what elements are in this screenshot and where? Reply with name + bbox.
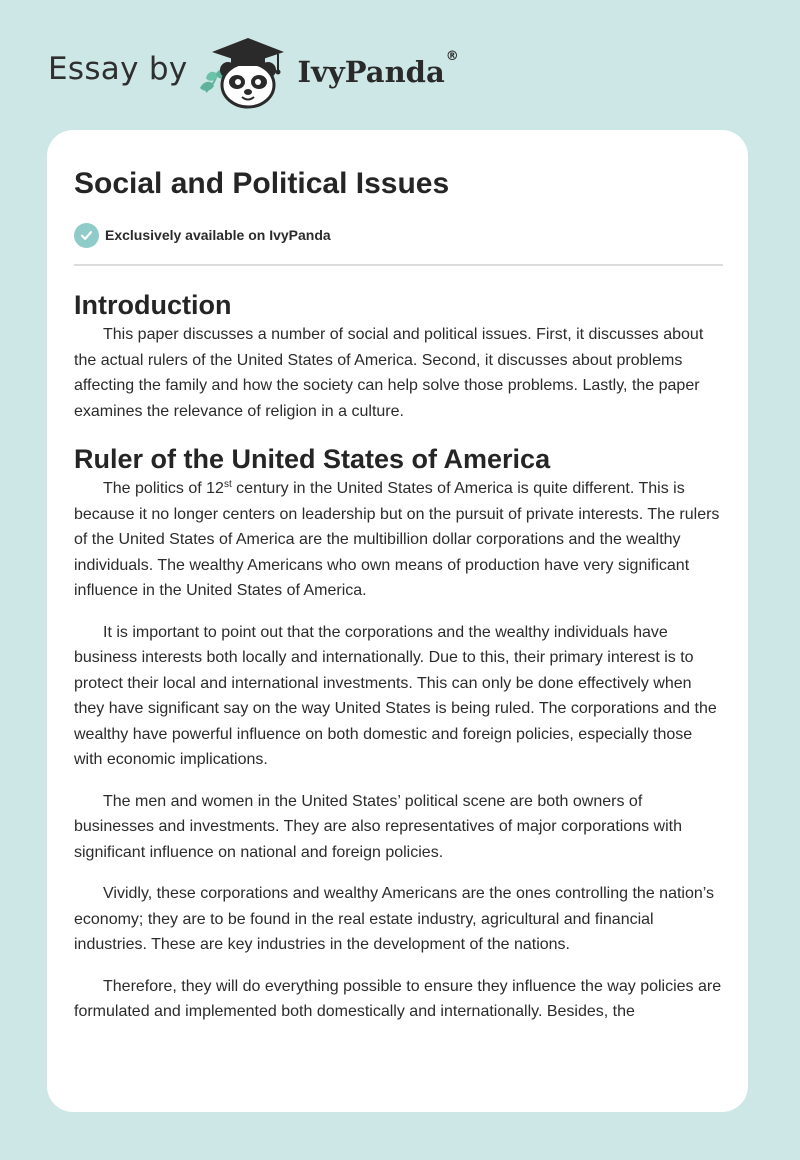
section-ruler (74, 442, 723, 1025)
section-introduction (74, 288, 723, 424)
exclusive-badge (74, 222, 723, 248)
badge-text: Exclusively available on IvyPanda (105, 227, 331, 243)
paragraph: This paper discusses a number of social and political issues. First, it discusses about the actual rulers of the United States of America. Second, it discusses about problems affecting the family and how the society can help solve those problems. Lastly, the paper examines the relevance of religion in a culture. (74, 326, 704, 420)
paragraph-text: The politics of 12 (103, 480, 224, 497)
divider (74, 264, 723, 266)
brand-name[interactable] (297, 49, 459, 89)
page-title: Social and Political Issues (74, 167, 450, 200)
registered-mark: ® (445, 49, 459, 64)
brand-prefix: Essay by (48, 51, 188, 87)
check-icon (74, 223, 99, 248)
section-heading: Ruler of the United States of America (74, 444, 551, 474)
essay-card (47, 130, 748, 1112)
paragraph: Therefore, they will do everything possible to ensure they influence the way policies are formulated and implemented both domestically and internationally. Besides, the (74, 977, 722, 1020)
paragraph: The men and women in the United States’ political scene are both owners of businesses and investments. They are also representatives of major corporations with significant influence on national and foreign policies. (74, 792, 683, 861)
brand-name-text: IvyPanda (297, 55, 445, 89)
paragraph (74, 476, 723, 604)
paragraph-text: century in the United States of America is quite different. This is because it no longer centers on leadership but on the pursuit of private interests. The rulers of the United States of America are the multibillion dollar corporations and the wealthy individuals. The wealthy Americans who own means of production have very significant influence in the United States of America. (74, 480, 720, 599)
essay-content (74, 130, 723, 1025)
ordinal-suffix: st (223, 479, 232, 490)
paragraph: It is important to point out that the corporations and the wealthy individuals have business interests both locally and internationally. Due to this, their primary interest is to protect their local and international investments. This can only be done effectively when they have significant say on the way United States is being ruled. The corporations and the wealthy have powerful influence on both domestic and foreign policies, especially those with economic implications. (74, 623, 717, 768)
site-header (48, 30, 459, 110)
panda-logo-icon[interactable] (198, 30, 294, 110)
section-heading: Introduction (74, 290, 232, 320)
paragraph: Vividly, these corporations and wealthy Americans are the ones controlling the nation’s economy; they are to be found in the real estate industry, agricultural and financial industries. These are key industries in the development of the nations. (74, 885, 715, 953)
